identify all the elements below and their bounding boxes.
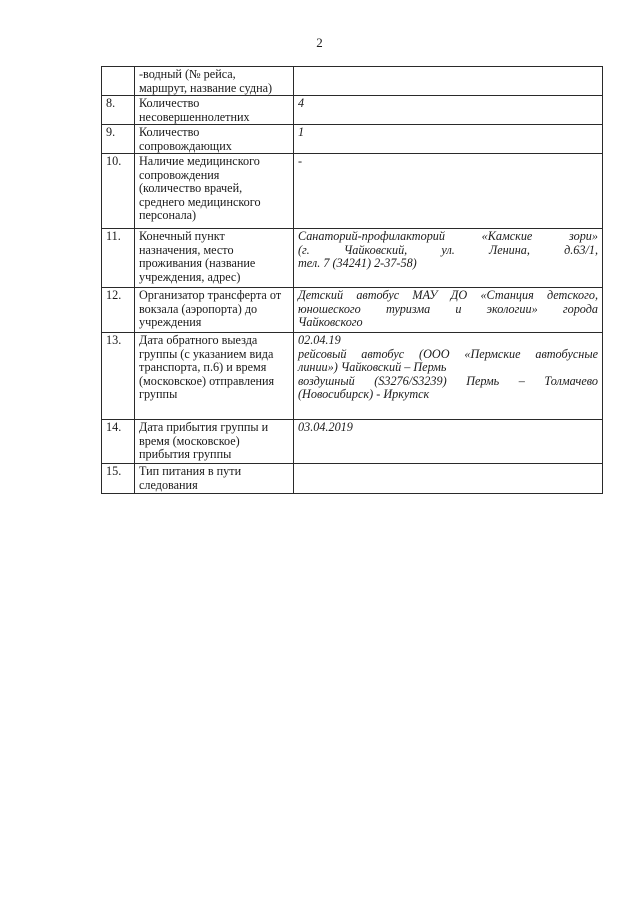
table-row	[102, 154, 603, 229]
row-number	[102, 67, 135, 96]
row-number: 10.	[102, 154, 135, 229]
row-number: 12.	[102, 288, 135, 333]
table-row	[102, 288, 603, 333]
transport-info-table	[101, 66, 603, 494]
table-row	[102, 333, 603, 420]
row-label: Тип питания в пути следования	[135, 464, 294, 494]
row-label: -водный (№ рейса, маршрут, название судна)	[135, 67, 294, 96]
row-label: Дата обратного выезда группы (с указанием вида транспорта, п.6) и время (московское) отправления группы	[135, 333, 294, 420]
row-number: 11.	[102, 229, 135, 288]
row-value	[294, 67, 603, 96]
row-number: 9.	[102, 125, 135, 154]
row-number: 15.	[102, 464, 135, 494]
row-value: 4	[294, 96, 603, 125]
row-label: Дата прибытия группы и время (московское) прибытия группы	[135, 420, 294, 464]
row-value: 1	[294, 125, 603, 154]
row-label: Конечный пункт назначения, место проживания (название учреждения, адрес)	[135, 229, 294, 288]
row-label: Организатор трансферта от вокзала (аэропорта) до учреждения	[135, 288, 294, 333]
row-value: -	[294, 154, 603, 229]
table-row	[102, 229, 603, 288]
row-label: Количество несовершеннолетних	[135, 96, 294, 125]
table-row	[102, 96, 603, 125]
row-number: 14.	[102, 420, 135, 464]
row-value: 02.04.19 рейсовый автобус (ООО «Пермские автобусные линии») Чайковский – Пермь воздушный (S3276/S3239) Пермь – Толмачево (Новосибирск) - Иркутск	[294, 333, 603, 420]
row-label: Количество сопровождающих	[135, 125, 294, 154]
row-value	[294, 464, 603, 494]
table-row	[102, 67, 603, 96]
row-value: Санаторий-профилакторий «Камские зори» (г. Чайковский, ул. Ленина, д.63/1, тел. 7 (34241) 2-37-58)	[294, 229, 603, 288]
row-label: Наличие медицинского сопровождения (количество врачей, среднего медицинского персонала)	[135, 154, 294, 229]
row-number: 8.	[102, 96, 135, 125]
row-number: 13.	[102, 333, 135, 420]
table-row	[102, 125, 603, 154]
row-value: Детский автобус МАУ ДО «Станция детского, юношеского туризма и экологии» города Чайковского	[294, 288, 603, 333]
page-number: 2	[316, 35, 323, 50]
table-row	[102, 420, 603, 464]
row-value: 03.04.2019	[294, 420, 603, 464]
table-row	[102, 464, 603, 494]
